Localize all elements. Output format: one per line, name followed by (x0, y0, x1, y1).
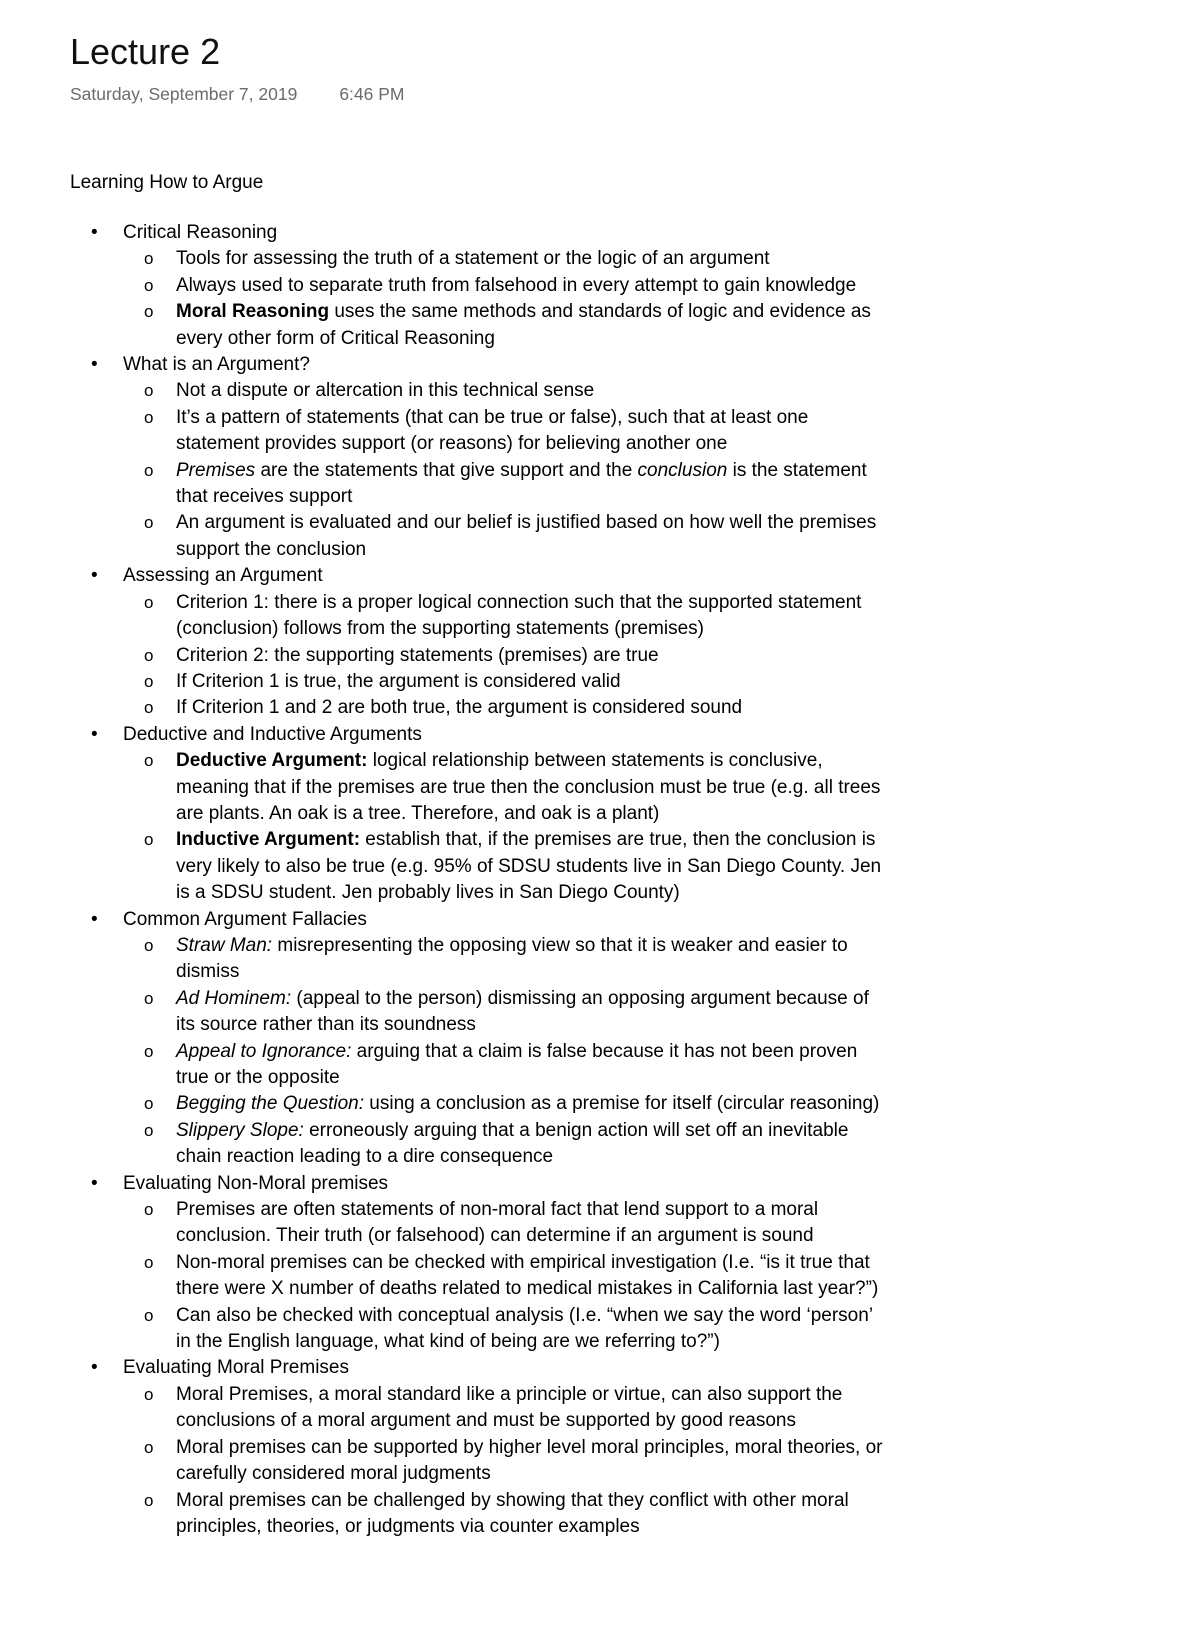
sub-item (123, 590, 890, 643)
sub-item-text: Criterion 1: there is a proper logical connection such that the supported statement (conclusion) follows from the supporting statements (premises) (176, 591, 862, 640)
sub-item-term: Appeal to Ignorance: (176, 1040, 352, 1062)
sub-item (123, 1118, 890, 1171)
sub-item-text: Moral premises can be challenged by showing that they conflict with other moral principles, theories, or judgments via counter examples (176, 1489, 849, 1537)
sub-item-term: Inductive Argument: (176, 829, 361, 851)
sub-item (123, 1488, 890, 1541)
sub-item-text: Can also be checked with conceptual analysis (I.e. “when we say the word ‘person’ in the English language, what kind of being are we referring to?”) (176, 1304, 873, 1353)
sub-item-text: is the statement that receives support (176, 459, 867, 508)
sub-item (123, 1091, 890, 1117)
sub-item (123, 695, 890, 721)
outline-item (70, 1355, 890, 1540)
sub-item (123, 1197, 890, 1250)
sub-item-text: If Criterion 1 and 2 are both true, the argument is considered sound (176, 697, 743, 719)
sub-item-term: Deductive Argument: (176, 750, 368, 772)
sub-item-term: Begging the Question: (176, 1093, 365, 1115)
sub-list (123, 378, 890, 563)
sub-item-text: logical relationship between statements is conclusive, meaning that if the premises are true then the conclusion must be true (e.g. all trees are plants. An oak is a tree. Therefore, and oak is a plant) (176, 750, 881, 824)
sub-list (123, 246, 890, 352)
sub-item-text: (appeal to the person) dismissing an opposing argument because of its source rather than its soundness (176, 987, 869, 1036)
sub-item-term: Ad Hominem: (176, 987, 292, 1009)
outline-item-label: Critical Reasoning (123, 222, 278, 243)
sub-item-term: Slippery Slope: (176, 1119, 304, 1141)
sub-item (123, 669, 890, 695)
sub-item-text: uses the same methods and standards of logic and evidence as every other form of Critical Reasoning (176, 301, 871, 349)
sub-item-text: establish that, if the premises are true, then the conclusion is very likely to also be true (e.g. 95% of SDSU students live in San Diego County. Jen is a SDSU student. Jen probably lives in San Diego County) (176, 829, 882, 904)
page-time: 6:46 PM (339, 84, 405, 104)
outline-item-label: Assessing an Argument (123, 565, 323, 587)
sub-item-text: are the statements that give support and the (255, 459, 638, 481)
sub-item (123, 643, 890, 669)
sub-item (123, 1039, 890, 1092)
sub-item-term: conclusion (637, 459, 728, 481)
sub-item (123, 986, 890, 1039)
outline-item-label: Common Argument Fallacies (123, 908, 367, 930)
outline-item (70, 907, 890, 1171)
sub-item (123, 827, 890, 906)
sub-item-text: arguing that a claim is false because it has not been proven true or the opposite (176, 1040, 858, 1088)
sub-item-text: Tools for assessing the truth of a statement or the logic of an argument (176, 248, 770, 270)
outline-item (70, 563, 890, 721)
sub-item (123, 510, 890, 563)
sub-list (123, 1197, 890, 1355)
section-heading: Learning How to Argue (70, 172, 264, 193)
outline-item-label: Evaluating Non-Moral premises (123, 1172, 389, 1194)
sub-list (123, 748, 890, 906)
sub-item-text: Non-moral premises can be checked with empirical investigation (I.e. “is it true that there were X number of deaths related to medical mistakes in California last year?”) (176, 1251, 879, 1300)
sub-item-text: misrepresenting the opposing view so that it is weaker and easier to dismiss (176, 934, 848, 983)
sub-item-text: Criterion 2: the supporting statements (premises) are true (176, 644, 659, 666)
sub-item-text: Moral premises can be supported by higher level moral principles, moral theories, or carefully considered moral judgments (176, 1436, 883, 1485)
sub-item-term: Premises (176, 459, 256, 481)
sub-item-text: Not a dispute or altercation in this technical sense (176, 380, 595, 402)
sub-item-text: Moral Premises, a moral standard like a principle or virtue, can also support the conclusions of a moral argument and must be supported by good reasons (176, 1383, 843, 1432)
sub-item (123, 1303, 890, 1356)
sub-item (123, 299, 890, 352)
sub-list (123, 590, 890, 722)
sub-item (123, 273, 890, 299)
sub-item-term: Moral Reasoning (176, 301, 330, 323)
outline-item-label: Deductive and Inductive Arguments (123, 723, 422, 745)
page-timestamp (70, 82, 405, 106)
sub-item (123, 458, 890, 511)
sub-item-text: Premises are often statements of non-moral fact that lend support to a moral conclusion. Their truth (or falsehood) can determine if an argument is sound (176, 1199, 819, 1247)
sub-item-text: Always used to separate truth from falsehood in every attempt to gain knowledge (176, 274, 857, 296)
outline-list (70, 220, 890, 1540)
sub-item (123, 1435, 890, 1488)
sub-item-text: If Criterion 1 is true, the argument is considered valid (176, 670, 621, 692)
outline-item (70, 352, 890, 563)
sub-item (123, 1382, 890, 1435)
sub-item (123, 1250, 890, 1303)
sub-item (123, 748, 890, 827)
sub-item-term: Straw Man: (176, 934, 273, 956)
outline-item (70, 220, 890, 352)
page-title: Lecture 2 (70, 31, 221, 72)
sub-list (123, 933, 890, 1171)
sub-item-text: using a conclusion as a premise for itself (circular reasoning) (364, 1093, 880, 1115)
sub-item (123, 405, 890, 458)
sub-item-text: erroneously arguing that a benign action will set off an inevitable chain reaction leading to a dire consequence (176, 1119, 849, 1168)
outline-item-label: What is an Argument? (123, 354, 310, 376)
outline-item (70, 1171, 890, 1356)
sub-list (123, 1382, 890, 1540)
sub-item-text: An argument is evaluated and our belief is justified based on how well the premises support the conclusion (176, 512, 877, 560)
page-date: Saturday, September 7, 2019 (70, 84, 298, 104)
sub-item (123, 378, 890, 404)
sub-item (123, 246, 890, 272)
sub-item (123, 933, 890, 986)
outline-item-label: Evaluating Moral Premises (123, 1357, 349, 1379)
sub-item-text: It’s a pattern of statements (that can be true or false), such that at least one statement provides support (or reasons) for believing another one (176, 406, 809, 455)
outline-item (70, 722, 890, 907)
